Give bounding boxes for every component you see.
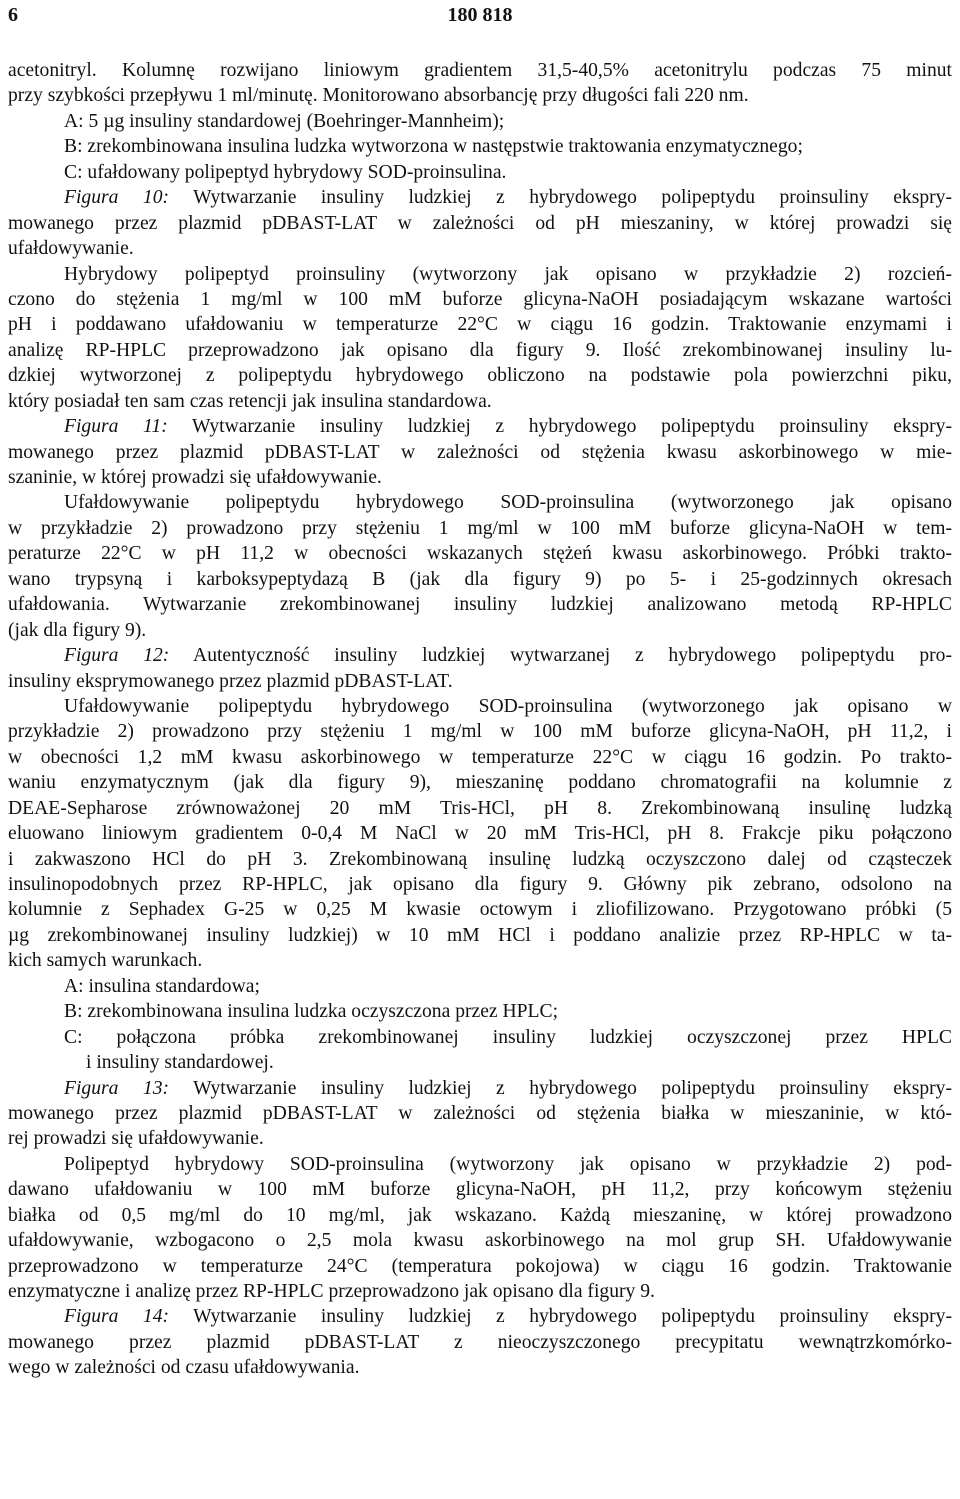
line-text: insulinopodobnych przez RP-HPLC, jak opisano dla figury 9. Główny pik zebrano, odsolono na bbox=[8, 874, 952, 895]
text-line bbox=[8, 1101, 952, 1126]
line-text: C: połączona próbka zrekombinowanej insuliny ludzkiej oczyszczonej przez HPLC bbox=[64, 1026, 952, 1048]
line-text: Wytwarzanie insuliny ludzkiej z hybrydowego polipeptydu proinsuliny ekspry- bbox=[169, 1306, 952, 1328]
figure-label: Figura 14: bbox=[64, 1306, 170, 1328]
line-text: µg zrekombinowanej insuliny ludzkiej) w 10 mM HCl i poddano analizie przez RP-HPLC w ta- bbox=[8, 924, 952, 946]
figure-caption-line bbox=[8, 1304, 952, 1329]
line-text: przeprowadzono w temperaturze 24°C (temperatura pokojowa) w ciągu 16 godzin. Traktowanie bbox=[8, 1255, 952, 1277]
text-line bbox=[8, 1177, 952, 1202]
text-line bbox=[8, 541, 952, 566]
text-line bbox=[8, 770, 952, 795]
line-text: mowanego przez plazmid pDBAST-LAT w zależności od stężenia kwasu askorbinowego w mie- bbox=[8, 441, 952, 463]
line-text: Wytwarzanie insuliny ludzkiej z hybrydowego polipeptydu proinsuliny ekspry- bbox=[169, 187, 952, 209]
text-line bbox=[8, 1126, 952, 1151]
line-text: kich samych warunkach. bbox=[8, 950, 203, 972]
text-line bbox=[8, 1254, 952, 1279]
figure-caption-line bbox=[8, 643, 952, 668]
text-line bbox=[8, 694, 952, 719]
line-text: białka od 0,5 mg/ml do 10 mg/ml, jak wskazano. Każdą mieszaninę, w której prowadzono bbox=[8, 1204, 952, 1226]
line-text: A: 5 µg insuliny standardowej (Boehringer-Mannheim); bbox=[64, 110, 505, 132]
line-text: Ufałdowywanie polipeptydu hybrydowego SOD-proinsulina (wytworzonego jak opisano w bbox=[64, 695, 952, 717]
line-text: mowanego przez plazmid pDBAST-LAT w zależności od stężenia białka w mieszaninie, w któ- bbox=[8, 1102, 952, 1124]
text-line bbox=[8, 312, 952, 337]
text-line bbox=[8, 1203, 952, 1228]
text-line bbox=[8, 745, 952, 770]
text-line bbox=[8, 669, 952, 694]
line-text: Ufałdowywanie polipeptydu hybrydowego SOD-proinsulina (wytworzonego jak opisano bbox=[64, 492, 952, 514]
line-text: i zakwaszono HCl do pH 3. Zrekombinowaną insulinę ludzką oczyszczono dalej od cząsteczek bbox=[8, 848, 952, 870]
line-text: czono do stężenia 1 mg/ml w 100 mM buforze glicyna-NaOH posiadającym wskazane wartości bbox=[8, 288, 952, 310]
text-line bbox=[8, 363, 952, 388]
figure-caption-line bbox=[8, 414, 952, 439]
line-text: acetonitryl. Kolumnę rozwijano liniowym gradientem 31,5-40,5% acetonitrylu podczas 75 minut bbox=[8, 60, 952, 81]
text-line bbox=[8, 389, 952, 414]
text-line bbox=[8, 236, 952, 261]
line-text: Autentyczność insuliny ludzkiej wytwarzanej z hybrydowego polipeptydu pro- bbox=[169, 645, 952, 667]
page-header bbox=[8, 4, 952, 30]
figure-label: Figura 12: bbox=[64, 645, 170, 667]
line-text: mowanego przez plazmid pDBAST-LAT z nieoczyszczonego precypitatu wewnątrzkomórko- bbox=[8, 1331, 952, 1353]
text-line bbox=[8, 923, 952, 948]
page-number: 6 bbox=[8, 4, 18, 26]
line-text: w przykładzie 2) prowadzono przy stężeniu 1 mg/ml w 100 mM buforze glicyna-NaOH w tem- bbox=[8, 517, 952, 539]
text-line bbox=[8, 211, 952, 236]
text-line bbox=[8, 719, 952, 744]
text-line bbox=[8, 1050, 952, 1075]
line-text: który posiadał ten sam czas retencji jak insulina standardowa. bbox=[8, 390, 492, 412]
line-text: kolumnie z Sephadex G-25 w 0,25 M kwasie octowym i zliofilizowano. Przygotowano próbki (5 bbox=[8, 899, 952, 921]
figure-label: Figura 11: bbox=[64, 416, 168, 438]
line-text: analizę RP-HPLC przeprowadzono jak opisano dla figury 9. Ilość zrekombinowanej insuliny lu- bbox=[8, 339, 952, 361]
text-line bbox=[8, 1355, 952, 1380]
text-line bbox=[8, 1025, 952, 1050]
text-line bbox=[8, 974, 952, 999]
line-text: dawano ufałdowaniu w 100 mM buforze glicyna-NaOH, pH 11,2, przy końcowym stężeniu bbox=[8, 1179, 952, 1201]
line-text: eluowano liniowym gradientem 0-0,4 M NaCl w 20 mM Tris-HCl, pH 8. Frakcje piku połączono bbox=[8, 823, 952, 845]
line-text: pH i poddawano ufałdowaniu w temperaturze 22°C w ciągu 16 godzin. Traktowanie enzymami i bbox=[8, 314, 952, 336]
line-text: Hybrydowy polipeptyd proinsuliny (wytworzony jak opisano w przykładzie 2) rozcień- bbox=[64, 263, 952, 285]
line-text: przy szybkości przepływu 1 ml/minutę. Monitorowano absorbancję przy długości fali 220 nm. bbox=[8, 85, 749, 107]
line-text: mowanego przez plazmid pDBAST-LAT w zależności od pH mieszaniny, w której prowadzi się bbox=[8, 212, 952, 234]
line-text: DEAE-Sepharose zrównoważonej 20 mM Tris-HCl, pH 8. Zrekombinowaną insulinę ludzką bbox=[8, 797, 952, 819]
text-line bbox=[8, 897, 952, 922]
text-line bbox=[8, 999, 952, 1024]
text-line bbox=[8, 160, 952, 185]
line-text: Polipeptyd hybrydowy SOD-proinsulina (wytworzony jak opisano w przykładzie 2) pod- bbox=[64, 1153, 952, 1175]
line-text: B: zrekombinowana insulina ludzka wytworzona w następstwie traktowania enzymatycznego; bbox=[64, 136, 803, 158]
text-line bbox=[8, 618, 952, 643]
text-line bbox=[8, 287, 952, 312]
figure-caption-line bbox=[8, 185, 952, 210]
text-line bbox=[8, 872, 952, 897]
text-line bbox=[8, 821, 952, 846]
text-line bbox=[8, 1279, 952, 1304]
text-line bbox=[8, 516, 952, 541]
text-line bbox=[8, 58, 952, 83]
text-line bbox=[8, 567, 952, 592]
document-body bbox=[8, 58, 952, 1381]
line-text: ufałdowywanie. bbox=[8, 238, 134, 260]
line-text: A: insulina standardowa; bbox=[64, 975, 260, 997]
line-text: B: zrekombinowana insulina ludzka oczyszczona przez HPLC; bbox=[64, 1001, 559, 1023]
line-text: ufałdowania. Wytwarzanie zrekombinowanej insuliny ludzkiej analizowano metodą RP-HPLC bbox=[8, 594, 952, 616]
text-line bbox=[8, 1152, 952, 1177]
line-text: waniu enzymatycznym (jak dla figury 9), mieszaninę poddano chromatografii na kolumnie z bbox=[8, 772, 952, 794]
line-text: dzkiej wytworzonej z polipeptydu hybrydowego obliczono na podstawie pola powierzchni piku, bbox=[8, 365, 952, 387]
text-line bbox=[8, 847, 952, 872]
line-text: wano trypsyną i karboksypeptydazą B (jak dla figury 9) po 5- i 25-godzinnych okresach bbox=[8, 568, 952, 590]
text-line bbox=[8, 465, 952, 490]
line-text: Wytwarzanie insuliny ludzkiej z hybrydowego polipeptydu proinsuliny ekspry- bbox=[169, 1077, 952, 1099]
line-text: enzymatyczne i analizę przez RP-HPLC przeprowadzono jak opisano dla figury 9. bbox=[8, 1281, 655, 1302]
text-line bbox=[8, 1330, 952, 1355]
line-text: wego w zależności od czasu ufałdowywania. bbox=[8, 1357, 360, 1379]
text-line bbox=[8, 83, 952, 108]
text-line bbox=[8, 592, 952, 617]
text-line bbox=[8, 109, 952, 134]
line-text: Wytwarzanie insuliny ludzkiej z hybrydowego polipeptydu proinsuliny ekspry- bbox=[167, 416, 952, 438]
line-text: i insuliny standardowej. bbox=[86, 1052, 274, 1074]
text-line bbox=[8, 1228, 952, 1253]
line-text: (jak dla figury 9). bbox=[8, 619, 147, 641]
line-text: przykładzie 2) prowadzono przy stężeniu 1 mg/ml w 100 mM buforze glicyna-NaOH, pH 11,2, i bbox=[8, 721, 952, 743]
text-line bbox=[8, 440, 952, 465]
figure-label: Figura 10: bbox=[64, 187, 170, 209]
line-text: C: ufałdowany polipeptyd hybrydowy SOD-proinsulina. bbox=[64, 161, 507, 183]
text-line bbox=[8, 338, 952, 363]
line-text: ufałdowywanie, wzbogacono o 2,5 mola kwasu askorbinowego na mol grup SH. Ufałdowywanie bbox=[8, 1230, 952, 1252]
text-line bbox=[8, 796, 952, 821]
line-text: szaninie, w której prowadzi się ufałdowywanie. bbox=[8, 467, 382, 488]
document-number: 180 818 bbox=[447, 4, 513, 26]
figure-label: Figura 13: bbox=[64, 1077, 170, 1099]
figure-caption-line bbox=[8, 1076, 952, 1101]
text-line bbox=[8, 262, 952, 287]
text-line bbox=[8, 134, 952, 159]
line-text: peraturze 22°C w pH 11,2 w obecności wskazanych stężeń kwasu askorbinowego. Próbki trakto- bbox=[8, 543, 952, 565]
text-line bbox=[8, 490, 952, 515]
line-text: rej prowadzi się ufałdowywanie. bbox=[8, 1128, 264, 1150]
text-line bbox=[8, 948, 952, 973]
line-text: w obecności 1,2 mM kwasu askorbinowego w temperaturze 22°C w ciągu 16 godzin. Po trakto- bbox=[8, 746, 952, 768]
line-text: insuliny eksprymowanego przez plazmid pDBAST-LAT. bbox=[8, 670, 453, 692]
